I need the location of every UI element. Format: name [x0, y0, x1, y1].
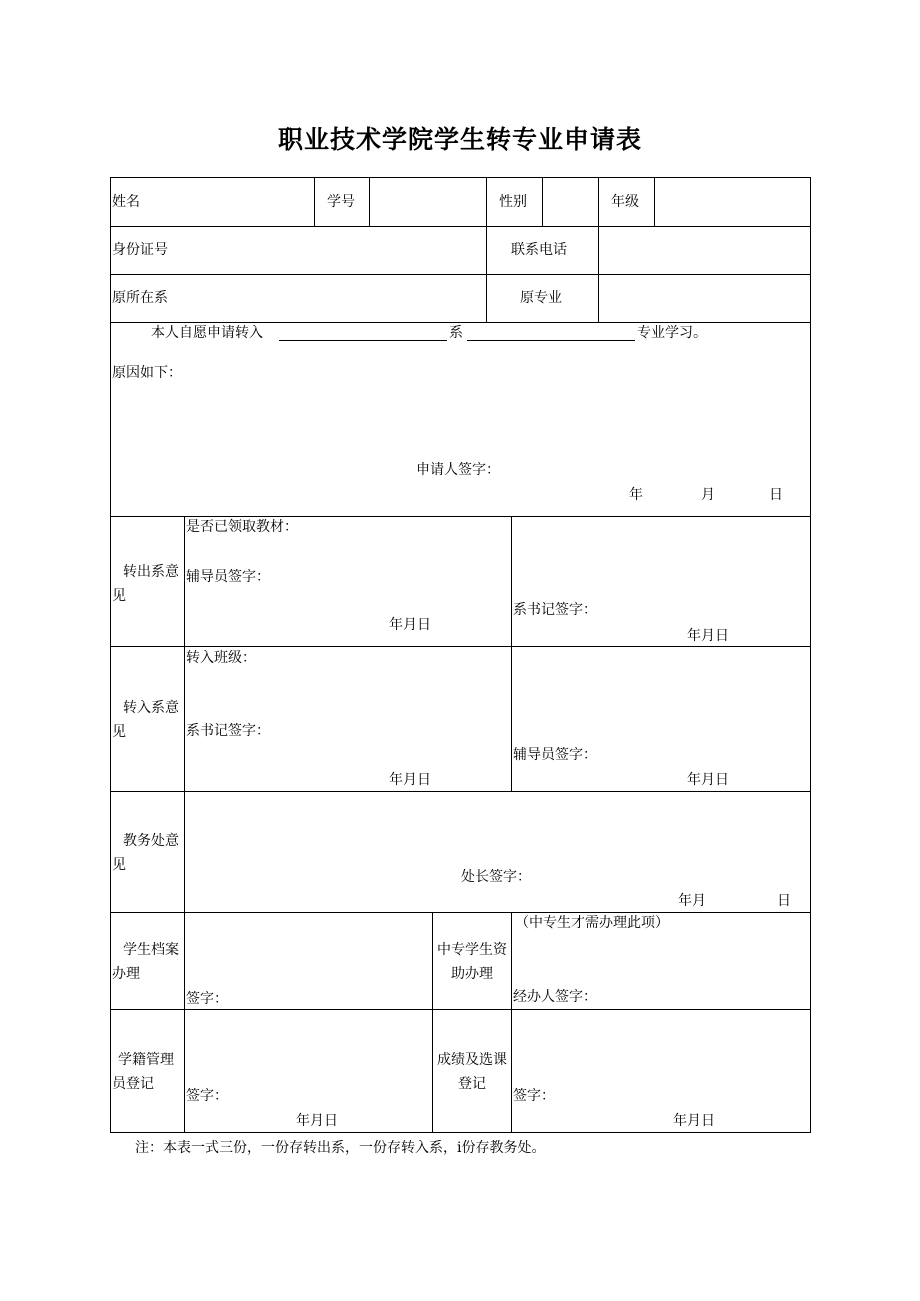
out-date-right: 年月日 — [687, 628, 729, 644]
footer-note: 注：本表一式三份，一份存转出系，一份存转入系，i份存教务处。 — [135, 1140, 546, 1156]
aid-note: （中专生才需办理此项） — [515, 915, 669, 931]
name-label: 姓名 — [112, 194, 140, 210]
registry-date-right: 年月日 — [673, 1113, 715, 1129]
textbooks-question: 是否已领取教材： — [186, 519, 298, 535]
orig-dept-label: 原所在系 — [112, 290, 168, 306]
academic-year-month: 年月 — [678, 893, 706, 909]
registry-date-left: 年月日 — [296, 1113, 338, 1129]
row-divider — [111, 791, 810, 792]
director-sign-label: 处长签字： — [461, 869, 531, 885]
aid-label: 中专学生资助办理 — [437, 942, 507, 982]
id-card-label: 身份证号 — [112, 242, 168, 258]
row-divider — [111, 322, 810, 323]
row-divider — [111, 912, 810, 913]
registry-label: 学籍管理员登记 — [112, 1052, 174, 1092]
academic-label: 教务处意见 — [112, 833, 179, 873]
student-id-label: 学号 — [327, 194, 355, 210]
in-class-label: 转入班级： — [186, 650, 256, 666]
col-divider — [314, 178, 315, 226]
student-id-field[interactable] — [370, 178, 485, 225]
in-secretary-sign-label: 系书记签字： — [186, 723, 270, 739]
out-dept-label: 转出系意见 — [112, 564, 179, 604]
out-secretary-sign-label: 系书记签字： — [513, 602, 597, 618]
reason-label: 原因如下： — [112, 365, 182, 381]
grades-label: 成绩及选课登记 — [437, 1052, 507, 1092]
apply-month: 月 — [701, 487, 715, 503]
row-divider — [111, 1009, 810, 1010]
page-title: 职业技术学院学生转专业申请表 — [277, 125, 642, 154]
applicant-signature-label: 申请人签字： — [416, 462, 500, 478]
archive-sign-label: 签字： — [186, 991, 228, 1007]
orig-major-label: 原专业 — [520, 290, 562, 306]
apply-statement-prefix: 本人自愿申请转入 — [151, 325, 263, 341]
row-divider — [111, 646, 810, 647]
in-counselor-sign-label: 辅导员签字： — [513, 747, 597, 763]
grade-field[interactable] — [655, 178, 809, 225]
phone-label: 联系电话 — [511, 242, 567, 258]
orig-dept-field[interactable] — [185, 275, 485, 322]
id-card-field[interactable] — [185, 227, 485, 274]
archive-label: 学生档案办理 — [112, 942, 179, 982]
gender-field[interactable] — [543, 178, 597, 225]
col-divider — [511, 912, 512, 1132]
out-counselor-sign-label: 辅导员签字： — [186, 569, 270, 585]
row-divider — [111, 516, 810, 517]
handler-sign-label: 经办人签字： — [513, 989, 597, 1005]
col-divider — [511, 516, 512, 791]
target-dept-blank[interactable] — [279, 340, 447, 341]
gender-label: 性别 — [499, 194, 527, 210]
application-form — [110, 177, 811, 1133]
phone-field[interactable] — [599, 227, 809, 274]
apply-year: 年 — [629, 487, 643, 503]
orig-major-field[interactable] — [599, 275, 809, 322]
registry-sign-left: 签字： — [186, 1088, 228, 1104]
col-divider — [184, 516, 185, 1132]
in-date-right: 年月日 — [687, 772, 729, 788]
apply-dept-suffix: 系 — [449, 325, 463, 341]
apply-major-suffix: 专业学习。 — [637, 325, 707, 341]
out-date-left: 年月日 — [389, 617, 431, 633]
grade-label: 年级 — [611, 194, 639, 210]
registry-sign-right: 签字： — [513, 1088, 555, 1104]
in-dept-label: 转入系意见 — [112, 700, 179, 740]
in-date-left: 年月日 — [389, 772, 431, 788]
col-divider — [486, 178, 487, 322]
apply-day: 日 — [769, 487, 783, 503]
target-major-blank[interactable] — [467, 340, 635, 341]
academic-day: 日 — [777, 893, 791, 909]
name-field[interactable] — [185, 178, 313, 225]
